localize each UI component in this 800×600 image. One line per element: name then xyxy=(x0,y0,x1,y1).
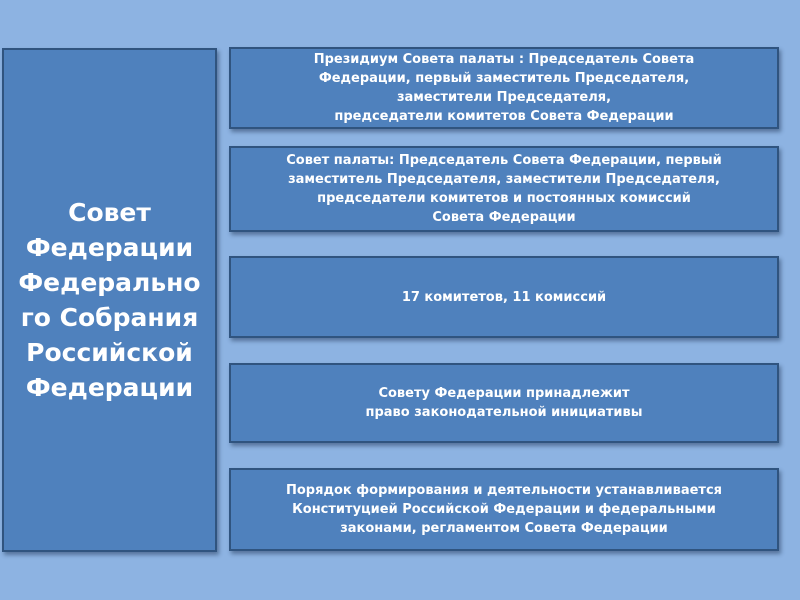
legislative-initiative-box xyxy=(229,363,779,443)
formation-procedure-text: Порядок формирования и деятельности устанавливается Конституцией Российской Федерации и федеральными законами, регламентом Совета Федерации xyxy=(286,483,722,536)
committees-box xyxy=(229,256,779,338)
chamber-council-box xyxy=(229,146,779,232)
federation-council-title: Совет Федерации Федерально го Собрания Российской Федерации xyxy=(18,198,201,402)
committees-text: 17 комитетов, 11 комиссий xyxy=(401,289,607,305)
chamber-council-text: Совет палаты: Председатель Совета Федерации, первый заместитель Председателя, заместители Председателя, председатели комитетов и постоянных комиссий Совета Федерации xyxy=(286,153,722,225)
legislative-initiative-text: Совету Федерации принадлежит право законодательной инициативы xyxy=(365,386,643,420)
formation-procedure-box xyxy=(229,468,779,551)
federation-council-title-box xyxy=(2,48,217,552)
presidium-text: Президиум Совета палаты : Председатель Совета Федерации, первый заместитель Председателя, заместители Председателя, председатели комитетов Совета Федерации xyxy=(313,52,695,124)
presidium-box xyxy=(229,47,779,129)
